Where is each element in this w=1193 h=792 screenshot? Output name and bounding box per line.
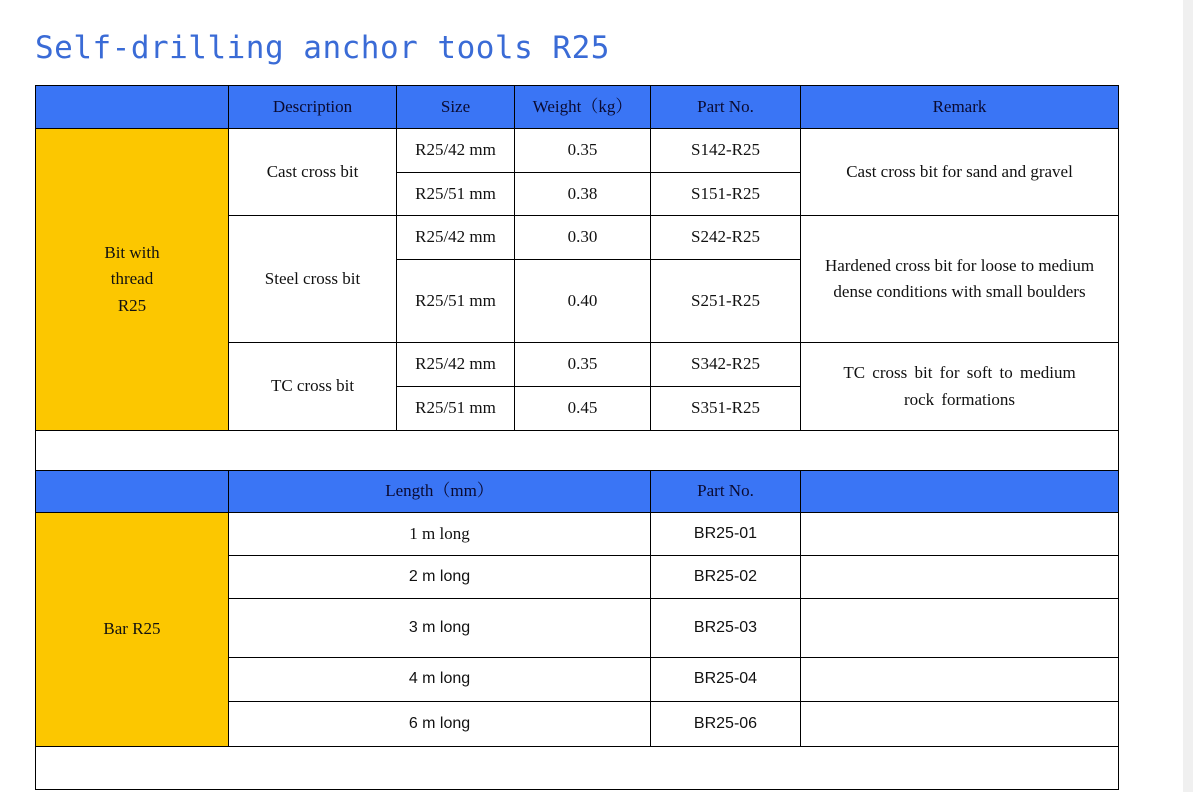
size-cell: R25/51 mm <box>397 173 515 216</box>
part-no-cell: S351-R25 <box>651 387 801 431</box>
weight-cell: 0.45 <box>515 387 651 431</box>
spec-table <box>35 85 1119 790</box>
size-cell: R25/42 mm <box>397 343 515 387</box>
size-cell: R25/51 mm <box>397 387 515 431</box>
remark-cell: Hardened cross bit for loose to medium dense conditions with small boulders <box>801 216 1119 343</box>
part-no-cell: BR25-02 <box>651 556 801 599</box>
empty-cell <box>801 556 1119 599</box>
spacer-row <box>36 747 1119 790</box>
part-no-cell: BR25-06 <box>651 702 801 747</box>
category-line: R25 <box>117 295 147 315</box>
size-cell: R25/42 mm <box>397 129 515 173</box>
header-blank-cell <box>801 471 1119 513</box>
length-cell: 1 m long <box>229 513 651 556</box>
weight-cell: 0.35 <box>515 129 651 173</box>
length-cell: 6 m long <box>229 702 651 747</box>
category-bar: Bar R25 <box>36 513 229 747</box>
spacer-cell <box>36 431 1119 471</box>
weight-cell: 0.35 <box>515 343 651 387</box>
header-weight: Weight（kg） <box>515 86 651 129</box>
empty-cell <box>801 658 1119 702</box>
page-margin-strip <box>1183 0 1193 792</box>
length-cell: 3 m long <box>229 599 651 658</box>
header-part-no: Part No. <box>651 86 801 129</box>
page-title: Self-drilling anchor tools R25 <box>35 30 610 66</box>
length-cell: 2 m long <box>229 556 651 599</box>
category-bit-with-thread <box>36 129 229 431</box>
header-remark: Remark <box>801 86 1119 129</box>
weight-cell: 0.38 <box>515 173 651 216</box>
size-cell: R25/51 mm <box>397 260 515 343</box>
description-cell: TC cross bit <box>229 343 397 431</box>
empty-cell <box>801 599 1119 658</box>
table-row <box>36 513 1119 556</box>
weight-cell: 0.30 <box>515 216 651 260</box>
description-cell: Steel cross bit <box>229 216 397 343</box>
remark-cell: TC cross bit for soft to medium rock formations <box>801 343 1119 431</box>
empty-cell <box>801 513 1119 556</box>
part-no-cell: S342-R25 <box>651 343 801 387</box>
header-blank-cell <box>36 86 229 129</box>
header-blank-cell <box>36 471 229 513</box>
header-size: Size <box>397 86 515 129</box>
part-no-cell: BR25-03 <box>651 599 801 658</box>
part-no-cell: BR25-04 <box>651 658 801 702</box>
part-no-cell: S151-R25 <box>651 173 801 216</box>
empty-cell <box>801 702 1119 747</box>
table-row <box>36 129 1119 173</box>
length-cell: 4 m long <box>229 658 651 702</box>
remark-cell: Cast cross bit for sand and gravel <box>801 129 1119 216</box>
spacer-row <box>36 431 1119 471</box>
part-no-cell: S242-R25 <box>651 216 801 260</box>
spacer-cell <box>36 747 1119 790</box>
part-no-cell: BR25-01 <box>651 513 801 556</box>
description-cell: Cast cross bit <box>229 129 397 216</box>
header-part-no: Part No. <box>651 471 801 513</box>
bit-header-row <box>36 86 1119 129</box>
weight-cell: 0.40 <box>515 260 651 343</box>
size-cell: R25/42 mm <box>397 216 515 260</box>
header-description: Description <box>229 86 397 129</box>
part-no-cell: S142-R25 <box>651 129 801 173</box>
header-length: Length（mm） <box>229 471 651 513</box>
bar-header-row <box>36 471 1119 513</box>
category-line: thread <box>110 269 154 289</box>
category-line: Bit with <box>104 242 160 262</box>
part-no-cell: S251-R25 <box>651 260 801 343</box>
